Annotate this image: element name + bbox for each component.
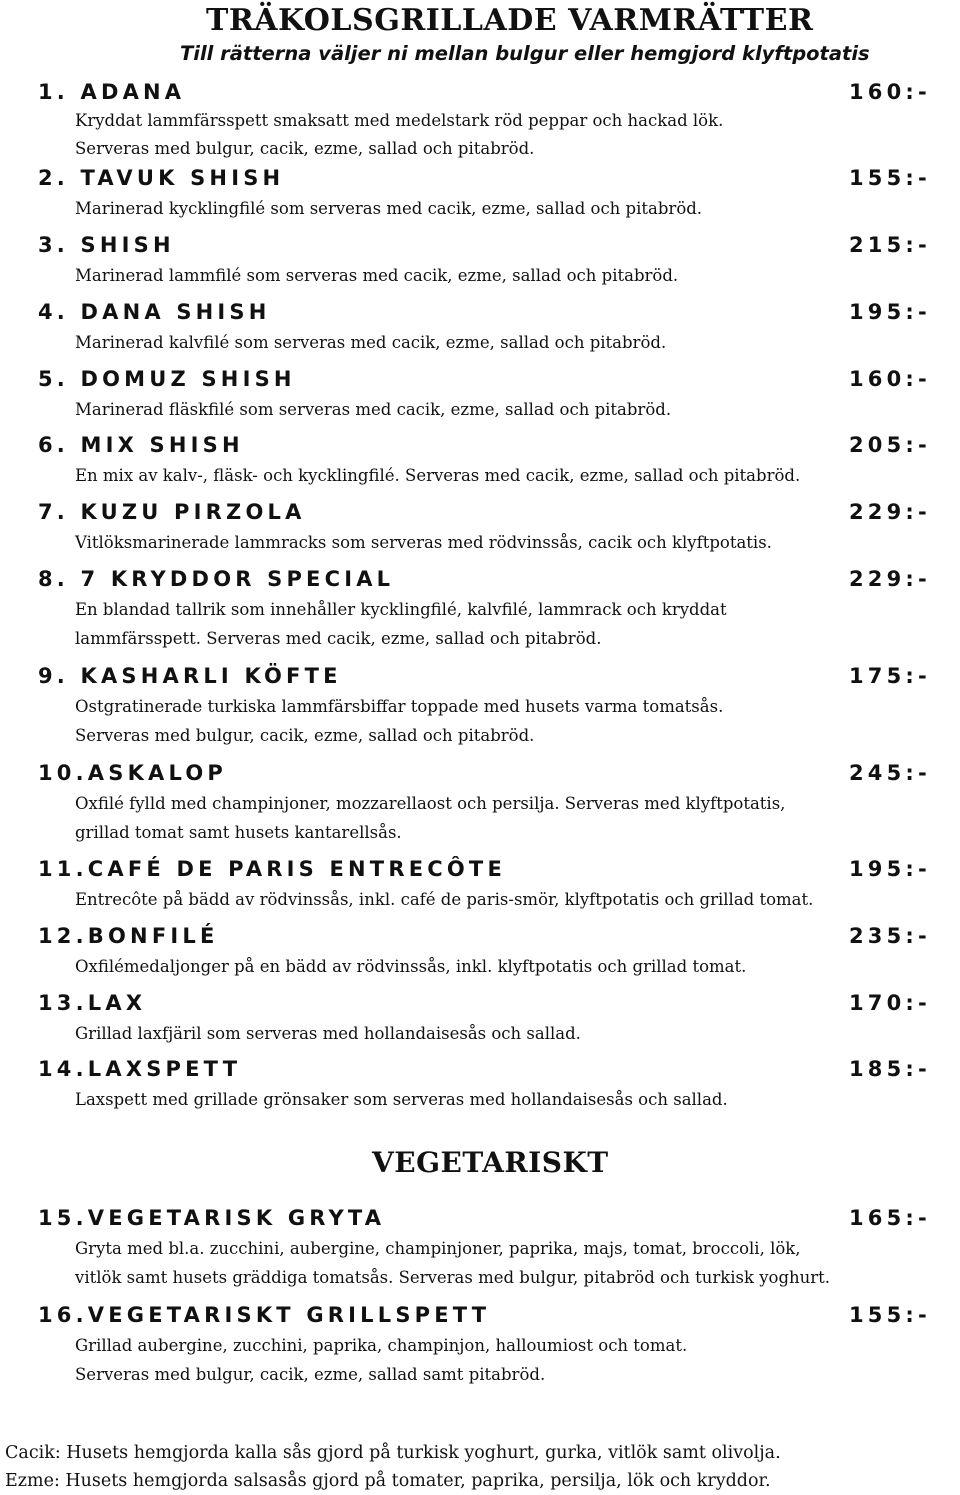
item-price: 165:- — [849, 1206, 931, 1230]
item-name: 4. DANA SHISH — [38, 300, 271, 324]
description-line: Marinerad fläskfilé som serveras med cacik, ezme, sallad och pitabröd. — [75, 400, 672, 419]
item-name: 3. SHISH — [38, 233, 175, 257]
description-line: Laxspett med grillade grönsaker som serveras med hollandaisesås och sallad. — [75, 1090, 728, 1109]
item-description — [75, 107, 723, 163]
description-line: Marinerad kalvfilé som serveras med cacik, ezme, sallad och pitabröd. — [75, 333, 667, 352]
item-name: 9. KASHARLI KÖFTE — [38, 664, 342, 688]
footnotes — [5, 1439, 781, 1495]
description-line: Serveras med bulgur, cacik, ezme, sallad och pitabröd. — [75, 139, 535, 158]
description-line: Kryddat lammfärsspett smaksatt med medelstark röd peppar och hackad lök. — [75, 111, 724, 130]
item-description — [75, 1331, 687, 1389]
item-description — [75, 1085, 728, 1114]
item-price: 195:- — [849, 300, 931, 324]
item-name: 15.VEGETARISK GRYTA — [38, 1206, 386, 1230]
description-line: Marinerad lammfilé som serveras med cacik, ezme, sallad och pitabröd. — [75, 266, 679, 285]
item-description — [75, 528, 772, 557]
item-name: 14.LAXSPETT — [38, 1057, 242, 1081]
item-price: 229:- — [849, 500, 931, 524]
item-name: 16.VEGETARISKT GRILLSPETT — [38, 1303, 491, 1327]
item-name: 2. TAVUK SHISH — [38, 166, 285, 190]
description-line: vitlök samt husets gräddiga tomatsås. Serveras med bulgur, pitabröd och turkisk yoghurt. — [75, 1268, 831, 1287]
description-line: Oxfilémedaljonger på en bädd av rödvinssås, inkl. klyftpotatis och grillad tomat. — [75, 957, 747, 976]
description-line: grillad tomat samt husets kantarellsås. — [75, 823, 402, 842]
item-description — [75, 194, 702, 223]
item-description — [75, 885, 813, 914]
item-price: 155:- — [849, 1303, 931, 1327]
page-subtitle: Till rätterna väljer ni mellan bulgur eller hemgjord klyftpotatis — [180, 42, 870, 65]
item-description — [75, 1234, 830, 1292]
item-name: 11.CAFÉ DE PARIS ENTRECÔTE — [38, 857, 506, 881]
item-description — [75, 395, 671, 424]
item-price: 155:- — [849, 166, 931, 190]
description-line: Ostgratinerade turkiska lammfärsbiffar toppade med husets varma tomatsås. — [75, 697, 724, 716]
item-name: 10.ASKALOP — [38, 761, 227, 785]
description-line: Gryta med bl.a. zucchini, aubergine, champinjoner, paprika, majs, tomat, broccoli, lök, — [75, 1239, 801, 1258]
item-name: 12.BONFILÉ — [38, 924, 219, 948]
page-title: TRÄKOLSGRILLADE VARMRÄTTER — [206, 3, 814, 38]
item-description — [75, 1019, 581, 1048]
description-line: Serveras med bulgur, cacik, ezme, sallad samt pitabröd. — [75, 1365, 546, 1384]
item-price: 175:- — [849, 664, 931, 688]
description-line: En mix av kalv-, fläsk- och kycklingfilé. Serveras med cacik, ezme, sallad och pitabröd. — [75, 466, 801, 485]
section-heading-vegetarian: VEGETARISKT — [372, 1146, 609, 1179]
item-description — [75, 261, 678, 290]
description-line: Marinerad kycklingfilé som serveras med cacik, ezme, sallad och pitabröd. — [75, 199, 703, 218]
item-price: 170:- — [849, 991, 931, 1015]
item-name: 7. KUZU PIRZOLA — [38, 500, 306, 524]
item-name: 8. 7 KRYDDOR SPECIAL — [38, 567, 395, 591]
item-price: 205:- — [849, 433, 931, 457]
description-line: En blandad tallrik som innehåller kycklingfilé, kalvfilé, lammrack och kryddat — [75, 600, 727, 619]
item-price: 229:- — [849, 567, 931, 591]
item-description — [75, 461, 800, 490]
item-price: 160:- — [849, 80, 931, 104]
footnote-ezme: Ezme: Husets hemgjorda salsasås gjord på tomater, paprika, persilja, lök och kryddor. — [5, 1471, 771, 1491]
description-line: Grillad aubergine, zucchini, paprika, champinjon, halloumiost och tomat. — [75, 1336, 688, 1355]
item-price: 215:- — [849, 233, 931, 257]
item-description — [75, 692, 723, 750]
footnote-cacik: Cacik: Husets hemgjorda kalla sås gjord på turkisk yoghurt, gurka, vitlök samt olivolja. — [5, 1443, 781, 1463]
item-name: 13.LAX — [38, 991, 147, 1015]
item-price: 235:- — [849, 924, 931, 948]
item-name: 1. ADANA — [38, 80, 186, 104]
item-description — [75, 789, 785, 847]
item-description — [75, 952, 746, 981]
item-description — [75, 595, 727, 653]
description-line: Serveras med bulgur, cacik, ezme, sallad och pitabröd. — [75, 726, 535, 745]
description-line: Vitlöksmarinerade lammracks som serveras med rödvinssås, cacik och klyftpotatis. — [75, 533, 772, 552]
description-line: Entrecôte på bädd av rödvinssås, inkl. café de paris-smör, klyftpotatis och grillad tomat. — [75, 890, 814, 909]
item-price: 185:- — [849, 1057, 931, 1081]
item-name: 5. DOMUZ SHISH — [38, 367, 296, 391]
description-line: lammfärsspett. Serveras med cacik, ezme, sallad och pitabröd. — [75, 629, 602, 648]
description-line: Oxfilé fylld med champinjoner, mozzarellaost och persilja. Serveras med klyftpotatis, — [75, 794, 786, 813]
item-price: 195:- — [849, 857, 931, 881]
description-line: Grillad laxfjäril som serveras med hollandaisesås och sallad. — [75, 1024, 581, 1043]
item-description — [75, 328, 666, 357]
item-price: 245:- — [849, 761, 931, 785]
item-price: 160:- — [849, 367, 931, 391]
item-name: 6. MIX SHISH — [38, 433, 244, 457]
